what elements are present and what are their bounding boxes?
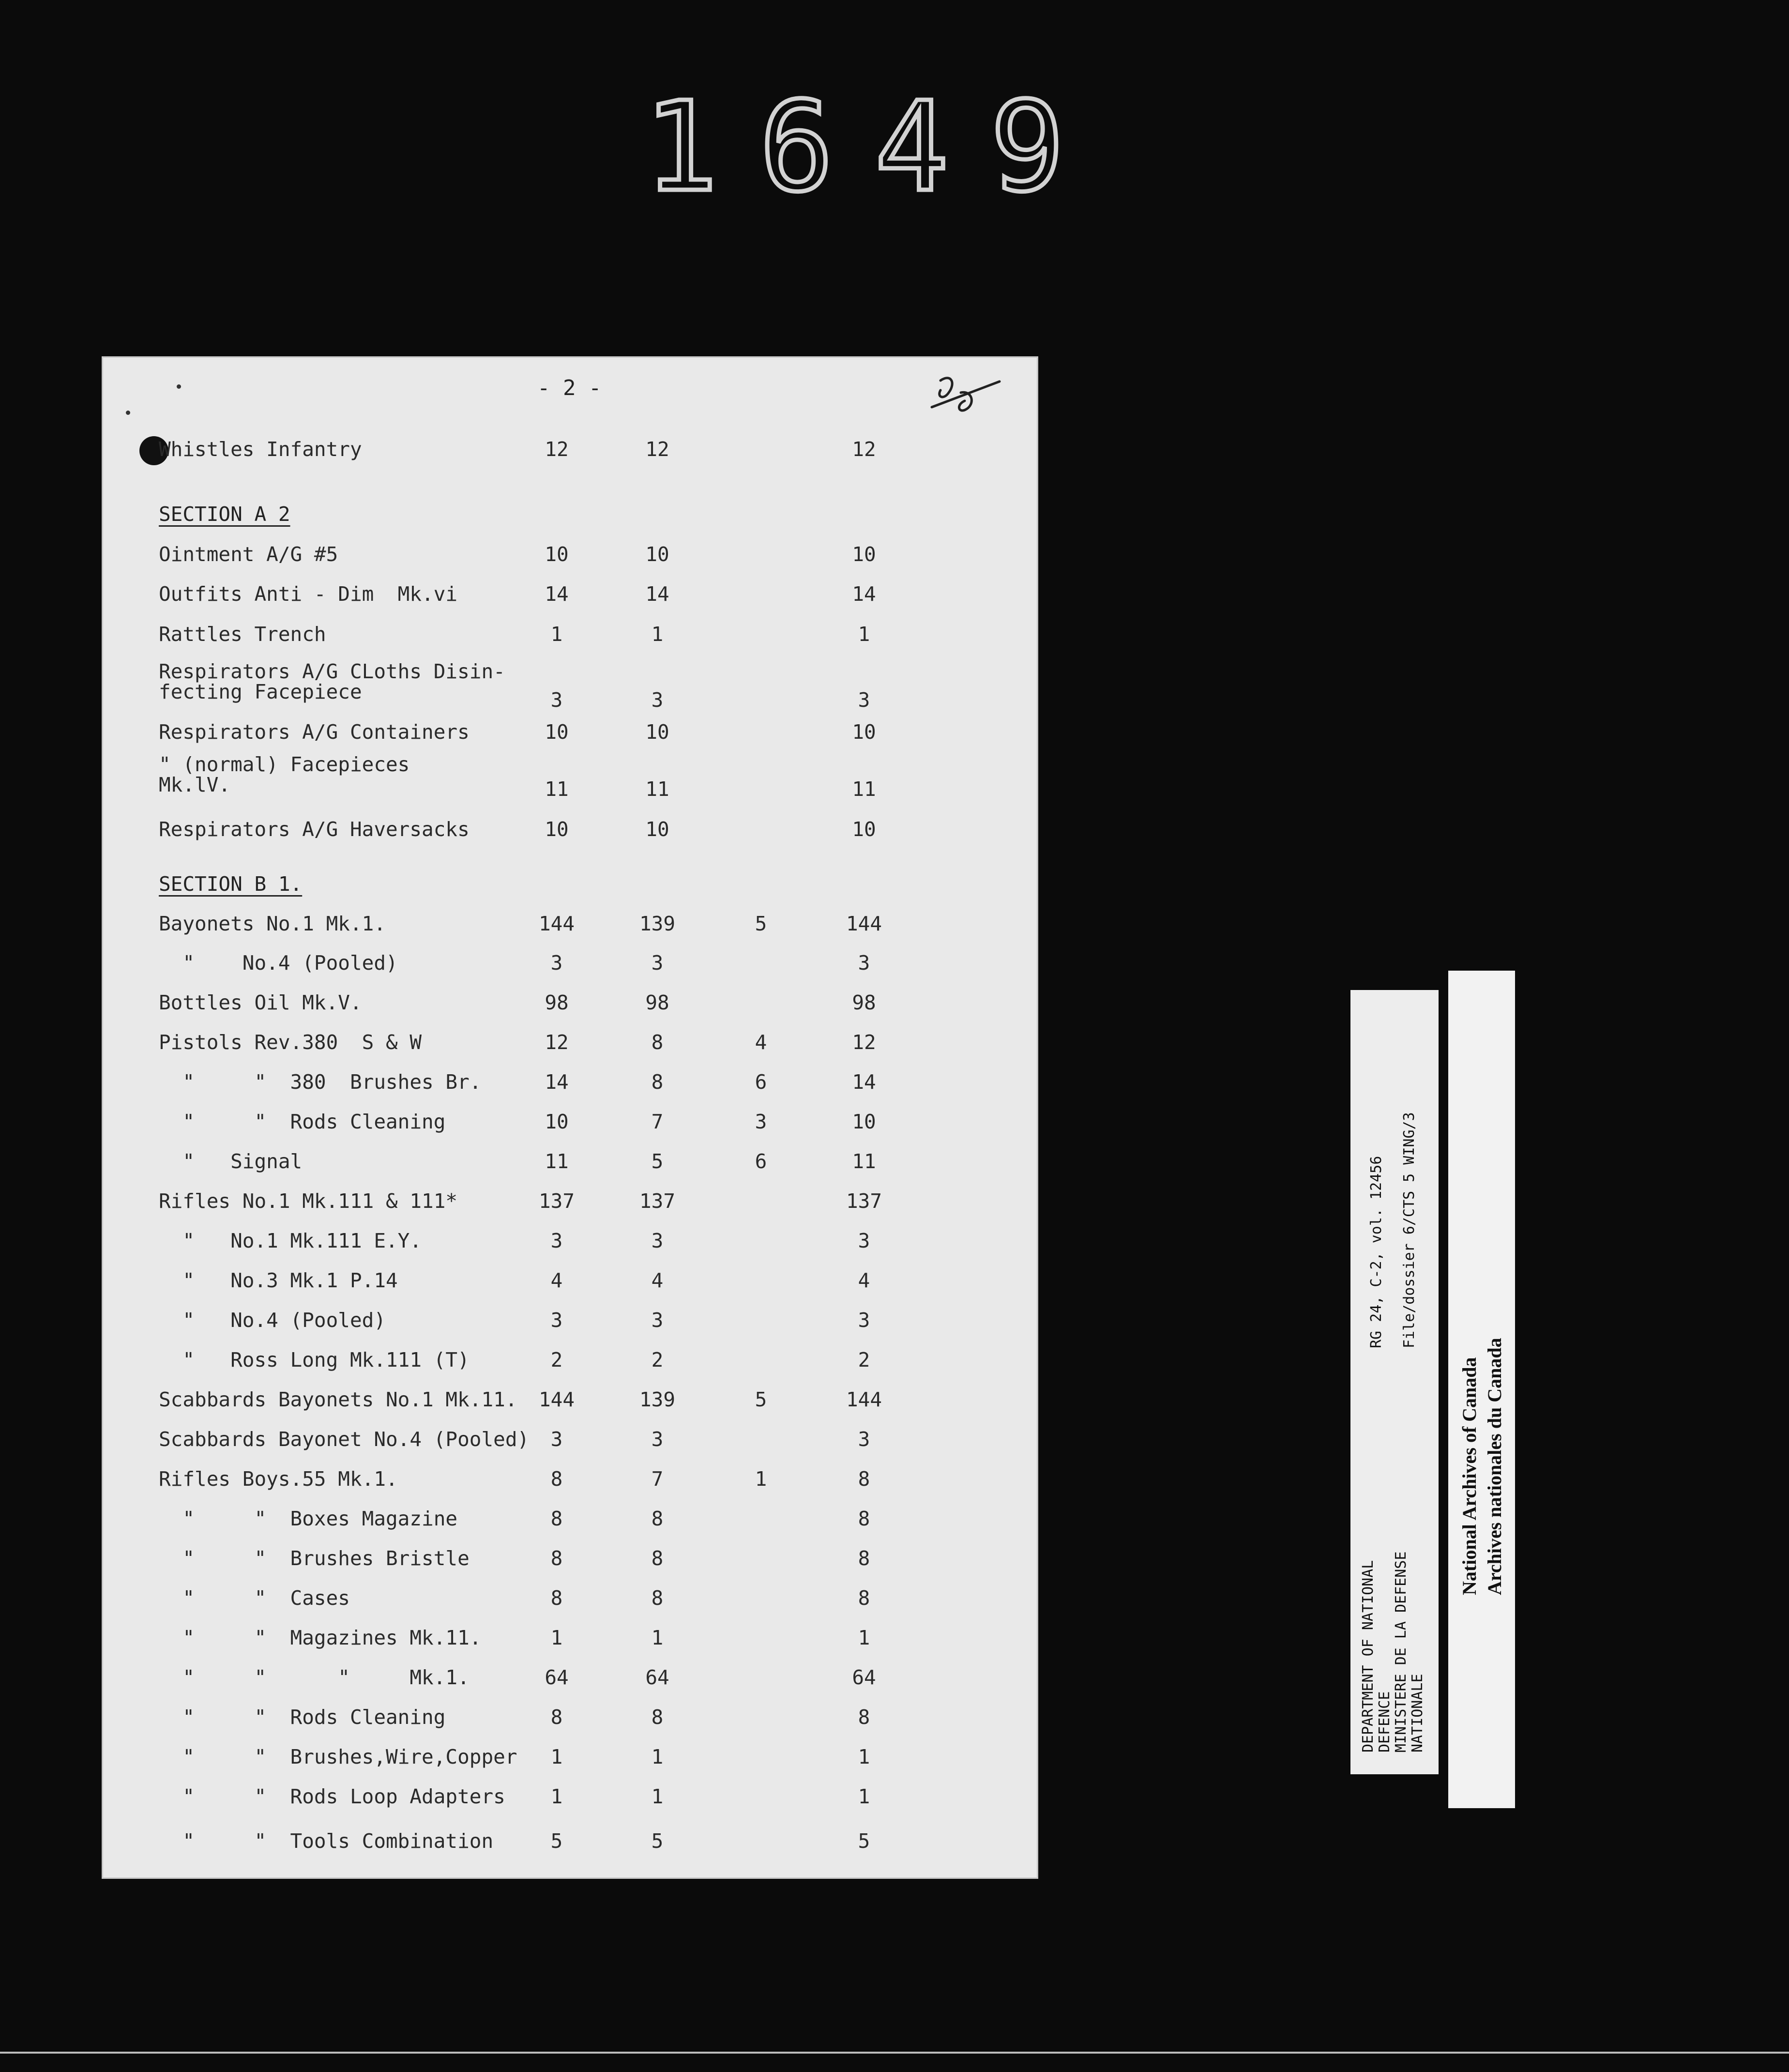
quantity-col-4: 14	[852, 1070, 876, 1094]
quantity-col-4: 137	[846, 1189, 882, 1213]
item-label: Respirators A/G Haversacks	[159, 818, 470, 841]
quantity-col-1: 12	[545, 438, 569, 461]
quantity-col-4: 11	[852, 777, 876, 801]
quantity-col-1: 10	[545, 1110, 569, 1133]
item-label: " Signal	[159, 1150, 303, 1173]
item-label: Rattles Trench	[159, 623, 326, 646]
quantity-col-1: 3	[550, 688, 563, 712]
quantity-col-4: 10	[852, 720, 876, 744]
quantity-col-4: 12	[852, 438, 876, 461]
quantity-col-2: 98	[645, 991, 669, 1014]
quantity-col-1: 3	[550, 1309, 563, 1332]
quantity-col-2: 8	[651, 1031, 664, 1054]
item-label: " No.4 (Pooled)	[159, 1309, 386, 1332]
quantity-col-1: 1	[550, 1745, 563, 1768]
item-label: " " 380 Brushes Br.	[159, 1070, 482, 1094]
quantity-col-1: 1	[550, 623, 563, 646]
quantity-col-1: 8	[550, 1467, 563, 1491]
quantity-col-2: 1	[651, 1745, 664, 1768]
quantity-col-4: 3	[858, 951, 870, 975]
film-edge-line	[0, 2052, 1789, 2054]
quantity-col-2: 5	[651, 1150, 664, 1173]
item-label: Whistles Infantry	[159, 438, 362, 461]
item-label: Bottles Oil Mk.V.	[159, 991, 362, 1014]
item-label: " " Boxes Magazine	[159, 1507, 458, 1530]
item-label: " (normal) Facepieces Mk.lV.	[159, 753, 410, 796]
item-label: " No.4 (Pooled)	[159, 951, 398, 975]
quantity-col-3: 3	[755, 1110, 767, 1133]
quantity-col-1: 8	[550, 1586, 563, 1610]
item-label: " " Rods Cleaning	[159, 1110, 446, 1133]
item-label: " " Tools Combination	[159, 1829, 494, 1853]
quantity-col-2: 2	[651, 1348, 664, 1371]
quantity-col-4: 1	[858, 1626, 870, 1649]
quantity-col-2: 3	[651, 1229, 664, 1252]
quantity-col-2: 1	[651, 1626, 664, 1649]
item-label: Scabbards Bayonets No.1 Mk.11.	[159, 1388, 517, 1411]
quantity-col-4: 3	[858, 1229, 870, 1252]
quantity-col-2: 7	[651, 1110, 664, 1133]
section-heading: SECTION A 2	[159, 503, 290, 526]
quantity-col-2: 64	[645, 1666, 669, 1689]
item-label: " " Brushes,Wire,Copper	[159, 1745, 517, 1768]
quantity-col-1: 10	[545, 543, 569, 566]
quantity-col-1: 144	[538, 1388, 575, 1411]
quantity-col-4: 8	[858, 1507, 870, 1530]
quantity-col-4: 3	[858, 688, 870, 712]
quantity-col-2: 1	[651, 1785, 664, 1808]
quantity-col-2: 5	[651, 1829, 664, 1853]
quantity-col-2: 137	[639, 1189, 676, 1213]
item-label: Respirators A/G CLoths Disin- fecting Facepiece	[159, 660, 505, 703]
quantity-col-2: 1	[651, 623, 664, 646]
quantity-col-2: 3	[651, 1428, 664, 1451]
speck	[177, 384, 181, 389]
quantity-col-4: 144	[846, 1388, 882, 1411]
quantity-col-3: 5	[755, 912, 767, 935]
quantity-col-2: 8	[651, 1586, 664, 1610]
item-label: Outfits Anti - Dim Mk.vi	[159, 582, 458, 606]
quantity-col-2: 3	[651, 951, 664, 975]
item-label: " No.1 Mk.111 E.Y.	[159, 1229, 422, 1252]
quantity-col-4: 1	[858, 1745, 870, 1768]
item-label: Rifles No.1 Mk.111 & 111*	[159, 1189, 458, 1213]
quantity-col-2: 139	[639, 1388, 676, 1411]
speck	[126, 411, 130, 415]
quantity-col-1: 14	[545, 1070, 569, 1094]
quantity-col-1: 11	[545, 1150, 569, 1173]
document-page	[102, 356, 1038, 1879]
quantity-col-2: 10	[645, 818, 669, 841]
quantity-col-1: 98	[545, 991, 569, 1014]
quantity-col-2: 8	[651, 1706, 664, 1729]
quantity-col-1: 2	[550, 1348, 563, 1371]
quantity-col-4: 3	[858, 1309, 870, 1332]
quantity-col-2: 3	[651, 688, 664, 712]
item-label: Pistols Rev.380 S & W	[159, 1031, 422, 1054]
handwritten-initials	[927, 371, 1004, 424]
quantity-col-2: 3	[651, 1309, 664, 1332]
quantity-col-2: 14	[645, 582, 669, 606]
quantity-col-4: 10	[852, 818, 876, 841]
quantity-col-1: 10	[545, 720, 569, 744]
quantity-col-3: 4	[755, 1031, 767, 1054]
item-label: Ointment A/G #5	[159, 543, 338, 566]
item-label: " No.3 Mk.1 P.14	[159, 1269, 398, 1292]
quantity-col-1: 137	[538, 1189, 575, 1213]
item-label: Respirators A/G Containers	[159, 720, 470, 744]
page-number: - 2 -	[537, 376, 602, 400]
quantity-col-4: 8	[858, 1547, 870, 1570]
quantity-col-3: 5	[755, 1388, 767, 1411]
item-label: " " Brushes Bristle	[159, 1547, 470, 1570]
quantity-col-1: 14	[545, 582, 569, 606]
reference-text: RG 24, C-2, vol. 12456 File/dossier 6/CTS 5 WING/3	[1368, 1112, 1418, 1348]
quantity-col-1: 64	[545, 1666, 569, 1689]
quantity-col-2: 8	[651, 1507, 664, 1530]
quantity-col-1: 11	[545, 777, 569, 801]
quantity-col-2: 7	[651, 1467, 664, 1491]
quantity-col-2: 8	[651, 1070, 664, 1094]
quantity-col-4: 1	[858, 623, 870, 646]
quantity-col-4: 11	[852, 1150, 876, 1173]
quantity-col-1: 5	[550, 1829, 563, 1853]
frame-number: 1649	[644, 76, 1106, 219]
item-label: " " Magazines Mk.11.	[159, 1626, 482, 1649]
item-label: " " Cases	[159, 1586, 350, 1610]
quantity-col-2: 11	[645, 777, 669, 801]
quantity-col-2: 4	[651, 1269, 664, 1292]
quantity-col-1: 3	[550, 951, 563, 975]
quantity-col-4: 8	[858, 1706, 870, 1729]
quantity-col-4: 4	[858, 1269, 870, 1292]
quantity-col-2: 12	[645, 438, 669, 461]
quantity-col-1: 1	[550, 1626, 563, 1649]
section-heading: SECTION B 1.	[159, 872, 303, 896]
item-label: Bayonets No.1 Mk.1.	[159, 912, 386, 935]
quantity-col-1: 8	[550, 1507, 563, 1530]
item-label: " " Rods Loop Adapters	[159, 1785, 505, 1808]
archive-name-label	[1448, 971, 1515, 1808]
archive-department-label	[1350, 990, 1439, 1774]
quantity-col-4: 3	[858, 1428, 870, 1451]
quantity-col-1: 8	[550, 1547, 563, 1570]
quantity-col-1: 8	[550, 1706, 563, 1729]
quantity-col-2: 8	[651, 1547, 664, 1570]
quantity-col-2: 139	[639, 912, 676, 935]
quantity-col-4: 8	[858, 1586, 870, 1610]
quantity-col-3: 6	[755, 1070, 767, 1094]
quantity-col-4: 14	[852, 582, 876, 606]
quantity-col-2: 10	[645, 720, 669, 744]
department-text: DEPARTMENT OF NATIONAL DEFENCE MINISTERE DE LA DEFENSE NATIONALE	[1360, 1551, 1426, 1752]
archives-name-text: National Archives of Canada Archives nationales du Canada	[1458, 1338, 1505, 1595]
quantity-col-4: 1	[858, 1785, 870, 1808]
quantity-col-2: 10	[645, 543, 669, 566]
item-label: Scabbards Bayonet No.4 (Pooled)	[159, 1428, 530, 1451]
quantity-col-1: 10	[545, 818, 569, 841]
quantity-col-4: 144	[846, 912, 882, 935]
quantity-col-1: 4	[550, 1269, 563, 1292]
quantity-col-4: 12	[852, 1031, 876, 1054]
quantity-col-4: 8	[858, 1467, 870, 1491]
quantity-col-4: 2	[858, 1348, 870, 1371]
quantity-col-1: 1	[550, 1785, 563, 1808]
quantity-col-1: 144	[538, 912, 575, 935]
item-label: Rifles Boys.55 Mk.1.	[159, 1467, 398, 1491]
quantity-col-1: 3	[550, 1229, 563, 1252]
quantity-col-4: 64	[852, 1666, 876, 1689]
item-label: " Ross Long Mk.111 (T)	[159, 1348, 470, 1371]
item-label: " " " Mk.1.	[159, 1666, 470, 1689]
quantity-col-1: 12	[545, 1031, 569, 1054]
item-label: " " Rods Cleaning	[159, 1706, 446, 1729]
quantity-col-3: 6	[755, 1150, 767, 1173]
quantity-col-4: 98	[852, 991, 876, 1014]
quantity-col-4: 10	[852, 543, 876, 566]
quantity-col-4: 5	[858, 1829, 870, 1853]
quantity-col-1: 3	[550, 1428, 563, 1451]
quantity-col-3: 1	[755, 1467, 767, 1491]
quantity-col-4: 10	[852, 1110, 876, 1133]
